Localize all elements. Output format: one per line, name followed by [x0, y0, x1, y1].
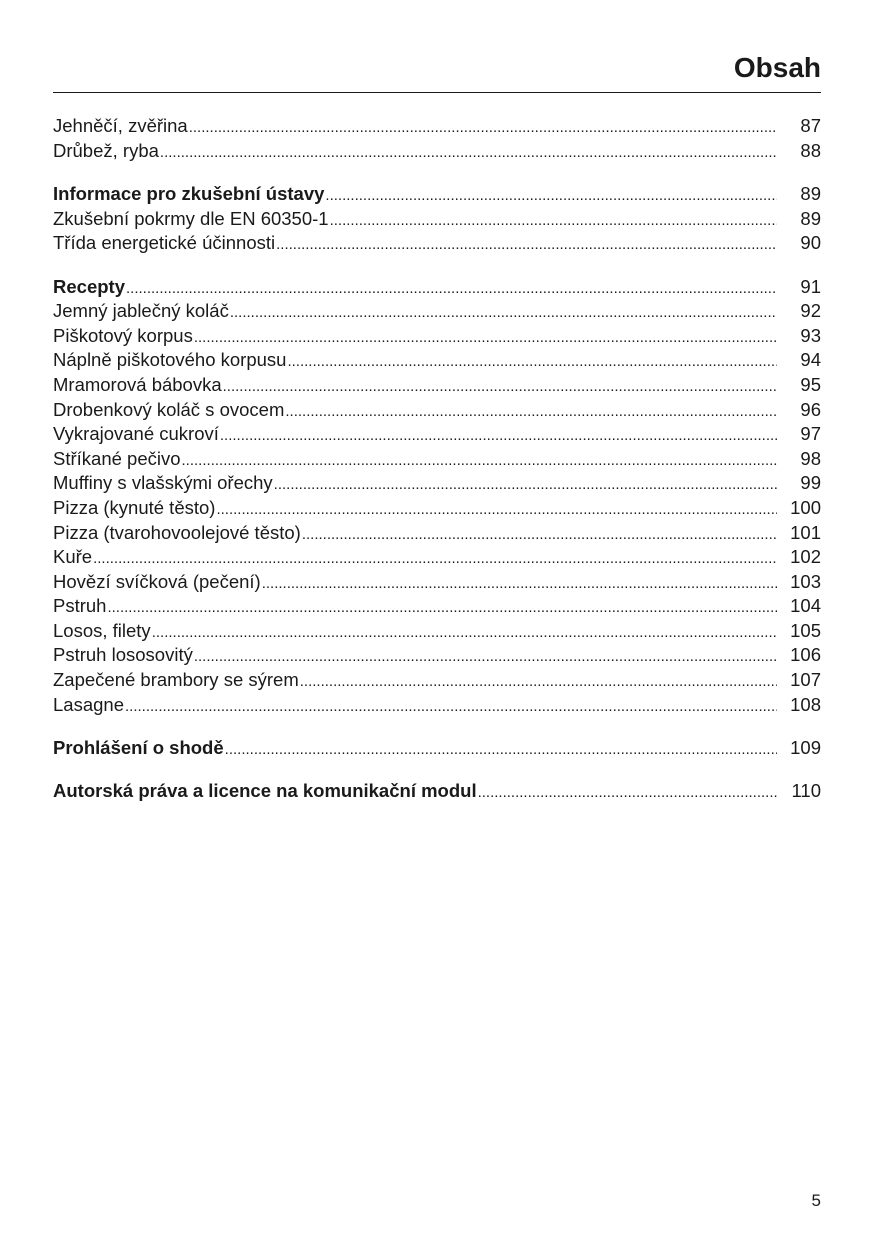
toc-entry-page: 90: [800, 232, 821, 254]
toc-entry-page: 89: [800, 207, 821, 229]
toc-entry[interactable]: [53, 545, 821, 570]
toc-entry-page: 96: [800, 398, 821, 420]
toc-entry[interactable]: [53, 471, 821, 496]
toc-entry[interactable]: [53, 207, 821, 232]
toc-entry-page: 100: [790, 496, 821, 518]
toc-entry-page: 102: [790, 546, 821, 568]
toc-entry-page: 87: [800, 115, 821, 136]
toc-entry[interactable]: [53, 643, 821, 668]
toc-entry-label: Losos, filety: [53, 619, 151, 641]
toc-entry-label: Náplně piškotového korpusu: [53, 349, 287, 371]
toc-entry-page: 101: [790, 521, 821, 543]
page-number: 5: [811, 1191, 821, 1210]
toc-dot-leader: [216, 498, 777, 523]
toc-entry-page: 105: [790, 619, 821, 641]
toc-entry-page: 103: [790, 570, 821, 592]
toc-group: [53, 275, 821, 718]
toc-dot-leader: [93, 547, 777, 572]
toc-dot-leader: [276, 233, 777, 258]
toc-entry-page: 92: [800, 300, 821, 322]
toc-entry-page: 93: [800, 324, 821, 346]
toc-entry-page: 107: [790, 669, 821, 691]
toc-entry-page: 88: [800, 139, 821, 161]
toc-entry-label: Mramorová bábovka: [53, 373, 222, 395]
toc-entry-label: Třída energetické účinnosti: [53, 232, 276, 254]
toc-entry-page: 106: [790, 644, 821, 666]
toc-group: [53, 114, 821, 163]
toc-entry-label: Autorská práva a licence na komunikační modul: [53, 780, 477, 802]
toc-group: [53, 779, 821, 804]
toc-dot-leader: [126, 277, 777, 302]
toc-entry-page: 89: [800, 182, 821, 204]
toc-entry-label: Zkušební pokrmy dle EN 60350-1: [53, 207, 329, 229]
toc-entry-label: Vykrajované cukroví: [53, 423, 219, 445]
toc-dot-leader: [274, 473, 777, 498]
toc-entry-label: Muffiny s vlašskými ořechy: [53, 472, 273, 494]
toc-entry-page: 97: [800, 423, 821, 445]
toc-entry-page: 109: [790, 737, 821, 759]
toc-entry-label: Informace pro zkušební ústavy: [53, 182, 325, 204]
header-divider: [53, 92, 821, 93]
toc-dot-leader: [285, 400, 777, 425]
toc-entry-label: Pizza (tvarohovoolejové těsto): [53, 521, 301, 543]
toc-entry-page: 110: [791, 780, 821, 802]
toc-dot-leader: [302, 523, 777, 548]
toc-dot-leader: [478, 781, 777, 806]
toc-dot-leader: [325, 184, 777, 209]
toc-entry[interactable]: [53, 139, 821, 164]
toc-entry-label: Recepty: [53, 275, 125, 297]
page-title: Obsah: [733, 52, 821, 83]
toc-entry[interactable]: [53, 521, 821, 546]
toc-entry-label: Pstruh: [53, 595, 107, 617]
toc-entry-label: Stříkané pečivo: [53, 447, 181, 469]
toc-entry[interactable]: [53, 299, 821, 324]
toc-entry-label: Hovězí svíčková (pečení): [53, 570, 261, 592]
toc-entry[interactable]: [53, 114, 821, 139]
toc-dot-leader: [300, 670, 777, 695]
toc-dot-leader: [287, 350, 777, 375]
toc-entry[interactable]: [53, 447, 821, 472]
toc-entry-page: 108: [790, 693, 821, 715]
toc-entry[interactable]: [53, 231, 821, 256]
toc-section-heading[interactable]: [53, 275, 821, 300]
toc-entry-label: Zapečené brambory se sýrem: [53, 669, 299, 691]
toc-entry-label: Jehněčí, zvěřina: [53, 115, 188, 136]
toc-dot-leader: [223, 375, 777, 400]
toc-dot-leader: [220, 424, 777, 449]
toc-dot-leader: [194, 645, 777, 670]
toc-entry-page: 94: [800, 349, 821, 371]
toc-entry[interactable]: [53, 422, 821, 447]
toc-entry[interactable]: [53, 496, 821, 521]
toc-entry[interactable]: [53, 324, 821, 349]
toc-dot-leader: [230, 301, 777, 326]
toc-dot-leader: [262, 572, 777, 597]
toc-entry[interactable]: [53, 619, 821, 644]
toc-entry[interactable]: [53, 693, 821, 718]
toc-entry[interactable]: [53, 570, 821, 595]
toc-entry-label: Lasagne: [53, 693, 124, 715]
toc-entry-page: 104: [790, 595, 821, 617]
toc-entry-label: Prohlášení o shodě: [53, 737, 224, 759]
toc-entry-label: Jemný jablečný koláč: [53, 300, 229, 322]
toc-dot-leader: [107, 596, 777, 621]
table-of-contents: [53, 114, 821, 823]
toc-entry[interactable]: [53, 398, 821, 423]
toc-entry[interactable]: [53, 594, 821, 619]
toc-dot-leader: [330, 209, 777, 234]
toc-entry[interactable]: [53, 373, 821, 398]
toc-entry-label: Pstruh lososovitý: [53, 644, 193, 666]
toc-entry-label: Piškotový korpus: [53, 324, 193, 346]
toc-entry[interactable]: [53, 348, 821, 373]
toc-entry-page: 95: [800, 373, 821, 395]
toc-entry-label: Pizza (kynuté těsto): [53, 496, 216, 518]
toc-section-heading[interactable]: [53, 779, 821, 804]
toc-entry-page: 98: [800, 447, 821, 469]
toc-dot-leader: [160, 141, 777, 166]
toc-entry[interactable]: [53, 668, 821, 693]
toc-entry-page: 99: [800, 472, 821, 494]
toc-entry-label: Drobenkový koláč s ovocem: [53, 398, 285, 420]
toc-dot-leader: [152, 621, 777, 646]
toc-group: [53, 182, 821, 256]
toc-section-heading[interactable]: [53, 182, 821, 207]
toc-dot-leader: [225, 738, 777, 763]
toc-group: [53, 736, 821, 761]
toc-dot-leader: [194, 326, 777, 351]
toc-section-heading[interactable]: [53, 736, 821, 761]
toc-entry-label: Drůbež, ryba: [53, 139, 159, 161]
toc-entry-page: 91: [800, 275, 821, 297]
toc-dot-leader: [189, 116, 777, 141]
toc-entry-label: Kuře: [53, 546, 93, 568]
toc-dot-leader: [182, 449, 777, 474]
toc-dot-leader: [125, 695, 777, 720]
